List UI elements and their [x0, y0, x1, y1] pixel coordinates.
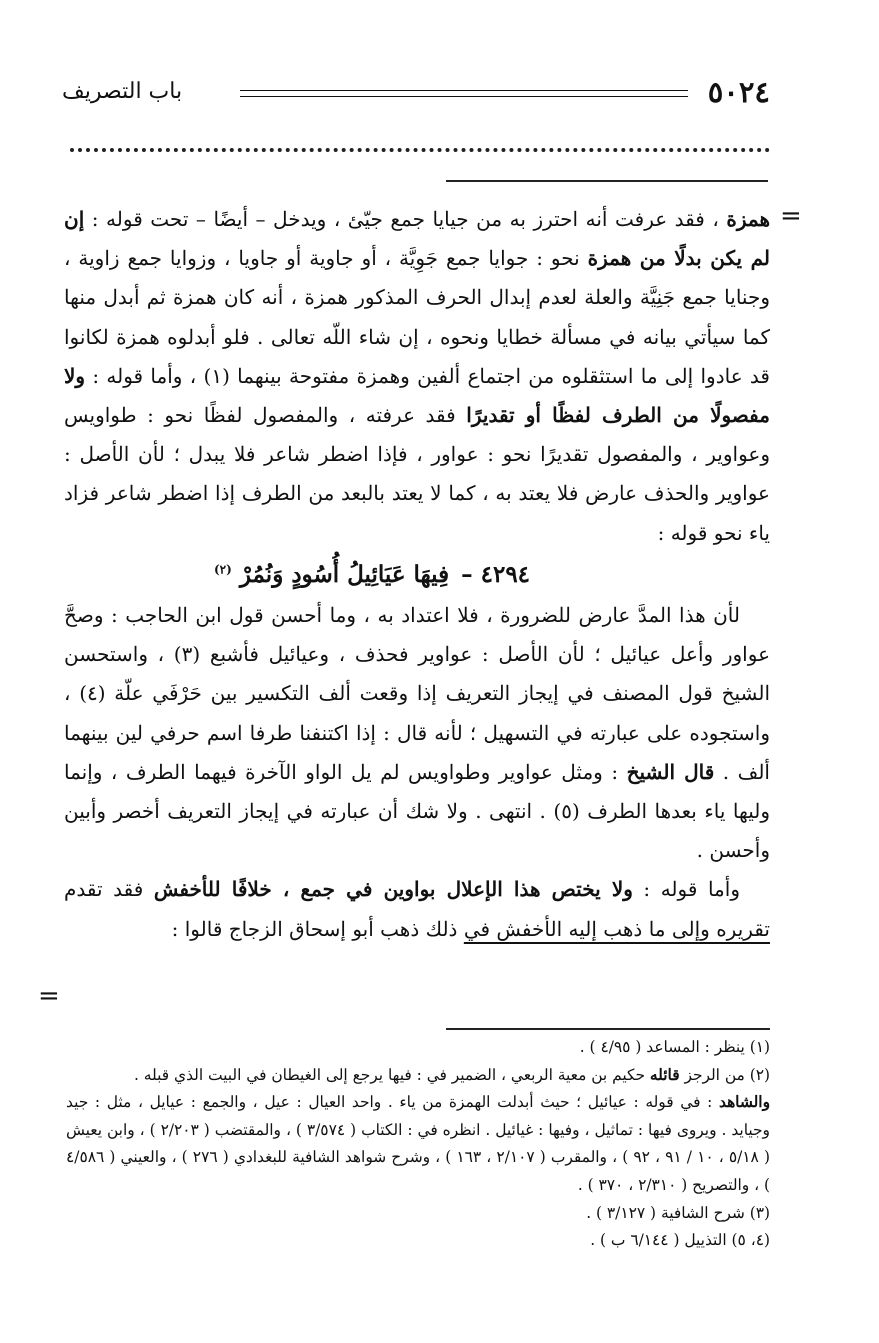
bold-term: قال الشيخ — [626, 759, 715, 784]
underlined-text: تقريره وإلى ما ذهب إليه الأخفش في — [463, 916, 770, 941]
page-number: ٥٠٢٤ — [707, 75, 770, 109]
text-run: : في قوله : عيائيل ؛ حيث أبدلت الهمزة من ياء . واحد العيال : عيل ، والجمع : عيايل ، مثل : جيد وجيايد . ويروى فيها : تماثيل ، وفيها : غيائيل . انظره في : الكتاب ( ٣/٥٧٤ ) ، والمقتضب ( ٢/٢٠٣ ) ، وابن يعيش ( ٥/١٨ ، ١٠ / ٩١ ، ٩٢ ) ، والمقرب ( ٢/١٠٧ ، ١٦٣ ) ، وشرح شواهد الشافية للبغدادي ( ٢٧٦ ) ، والعيني ( ٤/٥٨٦ ) ، والتصريح ( ٢/٣١٠ ، ٣٧٠ ) . — [66, 1093, 770, 1194]
dotted-separator — [70, 148, 770, 152]
text-run: ، فقد عرفت أنه احترز به من جيايا جمع جيّئ ، ويدخل – أيضًا – تحت قوله : — [84, 207, 727, 231]
text-run: لأن هذا المدَّ عارض للضرورة ، فلا اعتداد به ، وما أحسن قول ابن الحاجب : وصحَّ عواور وأعل عيائيل ؛ لأن الأصل : عواوير فحذف ، وعيائيل فأشبع — [64, 603, 771, 667]
text-run: : ومثل عواوير وطواويس لم يل الواو الآخرة فيهما الطرف ، وإنما وليها ياء بعدها الطرف — [64, 759, 770, 824]
bold-term: قائله — [649, 1065, 680, 1084]
header-double-rule — [240, 90, 688, 97]
footnote-3: (٣) شرح الشافية ( ٣/١٢٧ ) . — [586, 1203, 770, 1222]
footnote-ref-5[interactable]: (٥) — [553, 799, 580, 824]
text-run: ، وأما قوله : — [85, 363, 204, 388]
footnote-ref-3[interactable]: (٣) — [173, 642, 201, 667]
bold-term: همزة — [726, 207, 770, 231]
text-run: ذلك ذهب أبو إسحاق الزجاج قالوا : — [171, 916, 464, 941]
text-run: فقد تقدم — [64, 877, 154, 902]
paragraph-1 — [64, 200, 770, 553]
text-run: نحو : جوايا جمع جَوِيَّة ، أو جاوية أو جاويا ، وزوايا جمع زاوية ، وجنايا جمع جَنِيَّة والعلة لعدم إبدال الحرف المذكور همزة ، أنه كان همزة ثم أبدل منها كما سيأتي بيانه في مسألة خطايا ونحوه ، إن شاء اللّه تعالى . فلو أبدلوه همزة لكانوا قد عادوا إلى ما استثقلوه من اجتماع ألفين وهمزة مفتوحة بينهما — [64, 246, 770, 388]
text-run: ، واستجوده على عبارته في التسهيل ؛ لأنه قال : إذا اكتنفنا طرفا اسم حرفي لين بينهما ألف . — [64, 681, 770, 784]
bold-term: والشاهد — [718, 1093, 770, 1112]
text-run: ، واستحسن الشيخ قول المصنف في إيجاز التعريف إذا وقعت ألف التكسير بين حَرْفَي علّة — [64, 642, 771, 706]
footnote-ref-4[interactable]: (٤) — [79, 681, 106, 706]
text-run: فقد عرفته ، والمفصول لفظًا نحو : طواويس وعواوير ، والمفصول تقديرًا نحو : عواور ، فإذا اضطر شاعر فلا يبدل ؛ لأن الأصل : عواوير والحذف عارض فلا يعتد به ، كما لا يعتد بالبعد من الطرف إذا اضطر شاعر فزاد ياء نحو قوله : — [64, 403, 770, 545]
footnote-ref-2[interactable]: (٢) — [213, 562, 232, 577]
main-text — [64, 200, 770, 949]
footnote-2 — [66, 1062, 770, 1200]
footnote-1: (١) ينظر : المساعد ( ٤/٩٥ ) . — [579, 1038, 770, 1056]
bold-quote: ولا مفصولًا من الطرف لفظًا أو تقديرًا — [64, 363, 770, 428]
continuation-mark-end: = — [38, 981, 60, 1011]
text-run: . انتهى . ولا شك أن عبارته في إيجاز التعريف أخصر وأبين وأحسن . — [64, 799, 770, 863]
footnote-rule — [446, 1028, 770, 1030]
footnote-ref-1[interactable]: (١) — [203, 363, 230, 388]
text-run: (٢) من الرجز — [679, 1065, 770, 1084]
bold-quote: إن لم يكن بدلًا من همزة — [64, 207, 770, 271]
continuation-mark: = — [780, 201, 802, 231]
verse-text: فِيهَا عَيَائِيلُ أُسُودٍ وَنُمُرْ — [239, 560, 450, 588]
verse-number: ٤٢٩٤ – — [461, 560, 531, 588]
chapter-title: باب التصريف — [62, 79, 183, 104]
text-run: حكيم بن معية الربعي ، الضمير في : فيها يرجع إلى الغيطان في البيت الذي قبله . — [134, 1065, 650, 1084]
paragraph-3 — [64, 870, 770, 948]
footnote-4-5: (٤، ٥) التذييل ( ٦/١٤٤ ب ) . — [590, 1231, 770, 1250]
running-header — [62, 74, 770, 110]
text-run: وأما قوله : — [632, 877, 740, 902]
paragraph-2 — [64, 596, 770, 870]
verse-line — [64, 555, 770, 594]
continuation-rule — [446, 180, 768, 182]
bold-quote: ولا يختص هذا الإعلال بواوين في جمع ، خلافًا للأخفش — [153, 877, 633, 902]
footnotes — [66, 1034, 770, 1255]
